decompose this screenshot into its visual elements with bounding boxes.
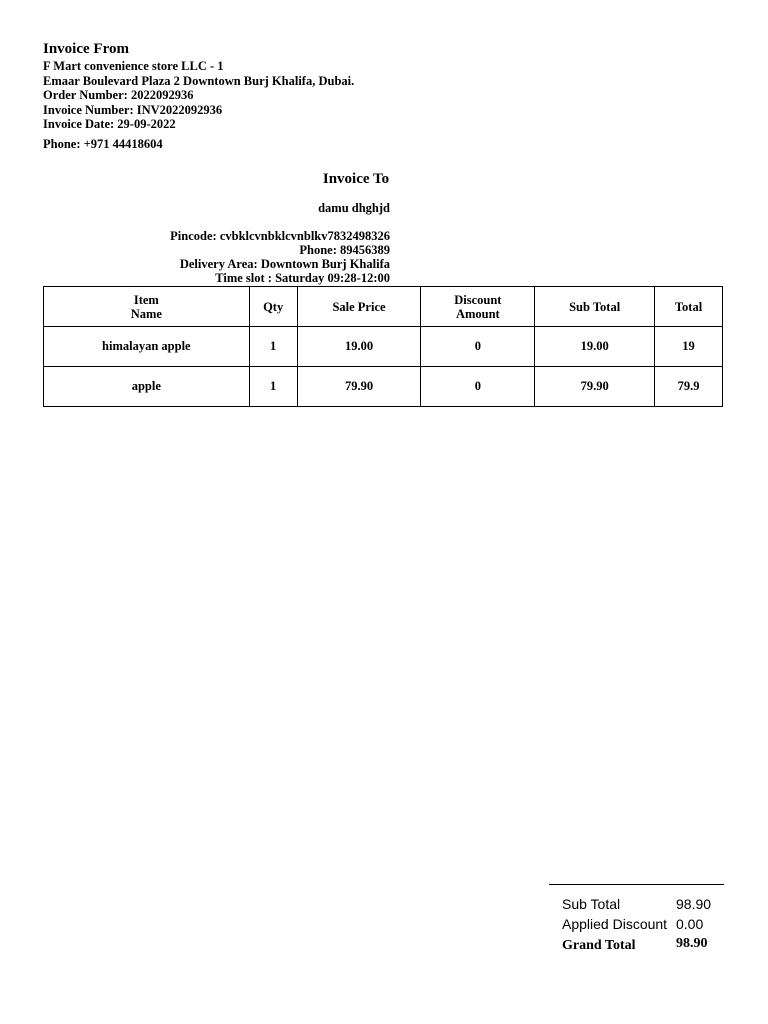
customer-name: damu dhghjd [318, 201, 390, 215]
header-sub-total: Sub Total [535, 287, 655, 327]
sub-total-value: 98.90 [676, 896, 712, 912]
store-address: Emaar Boulevard Plaza 2 Downtown Burj Khalifa, Dubai. [43, 73, 355, 88]
cell-total: 79.9 [655, 367, 723, 407]
cell-discount: 0 [421, 367, 535, 407]
applied-discount-label: Applied Discount [562, 916, 668, 932]
invoice-date: Invoice Date: 29-09-2022 [43, 117, 176, 131]
header-discount-amount: Discount Amount [421, 287, 535, 327]
sub-total-row [562, 896, 712, 914]
header-item-name: Item Name [44, 287, 250, 327]
cell-discount: 0 [421, 327, 535, 367]
invoice-from-title: Invoice From [43, 41, 129, 57]
grand-total-row [562, 936, 708, 954]
cell-total: 19 [655, 327, 723, 367]
header-total: Total [655, 287, 723, 327]
cell-sale-price: 19.00 [297, 327, 421, 367]
store-phone: Phone: +971 44418604 [43, 136, 163, 151]
time-slot: Time slot : Saturday 09:28-12:00 [215, 271, 390, 285]
invoice-from-section [43, 41, 354, 151]
table-row [44, 327, 723, 367]
grand-total-label: Grand Total [562, 938, 636, 953]
order-number: Order Number: 2022092936 [43, 88, 194, 102]
table-row [44, 367, 723, 407]
invoice-to-details [100, 229, 390, 285]
cell-sub-total: 79.90 [535, 367, 655, 407]
cell-qty: 1 [249, 367, 297, 407]
header-qty: Qty [249, 287, 297, 327]
applied-discount-value: 0.00 [676, 916, 704, 932]
customer-phone: Phone: 89456389 [299, 243, 390, 257]
invoice-number: Invoice Number: INV2022092936 [43, 102, 223, 117]
cell-sale-price: 79.90 [297, 367, 421, 407]
header-sale-price: Sale Price [297, 287, 421, 327]
totals-section [549, 884, 724, 953]
grand-total-value: 98.90 [676, 936, 708, 951]
invoice-to-title: Invoice To [322, 171, 390, 187]
cell-item-name: himalayan apple [44, 327, 250, 367]
cell-sub-total: 19.00 [535, 327, 655, 367]
delivery-area: Delivery Area: Downtown Burj Khalifa [179, 257, 390, 271]
table-header-row [44, 287, 723, 327]
items-table [43, 286, 723, 407]
store-name: F Mart convenience store LLC - 1 [43, 59, 224, 73]
customer-pincode: Pincode: cvbklcvnbklcvnblkv7832498326 [170, 229, 390, 243]
cell-qty: 1 [249, 327, 297, 367]
sub-total-label: Sub Total [562, 896, 621, 912]
applied-discount-row [562, 916, 704, 934]
cell-item-name: apple [44, 367, 250, 407]
